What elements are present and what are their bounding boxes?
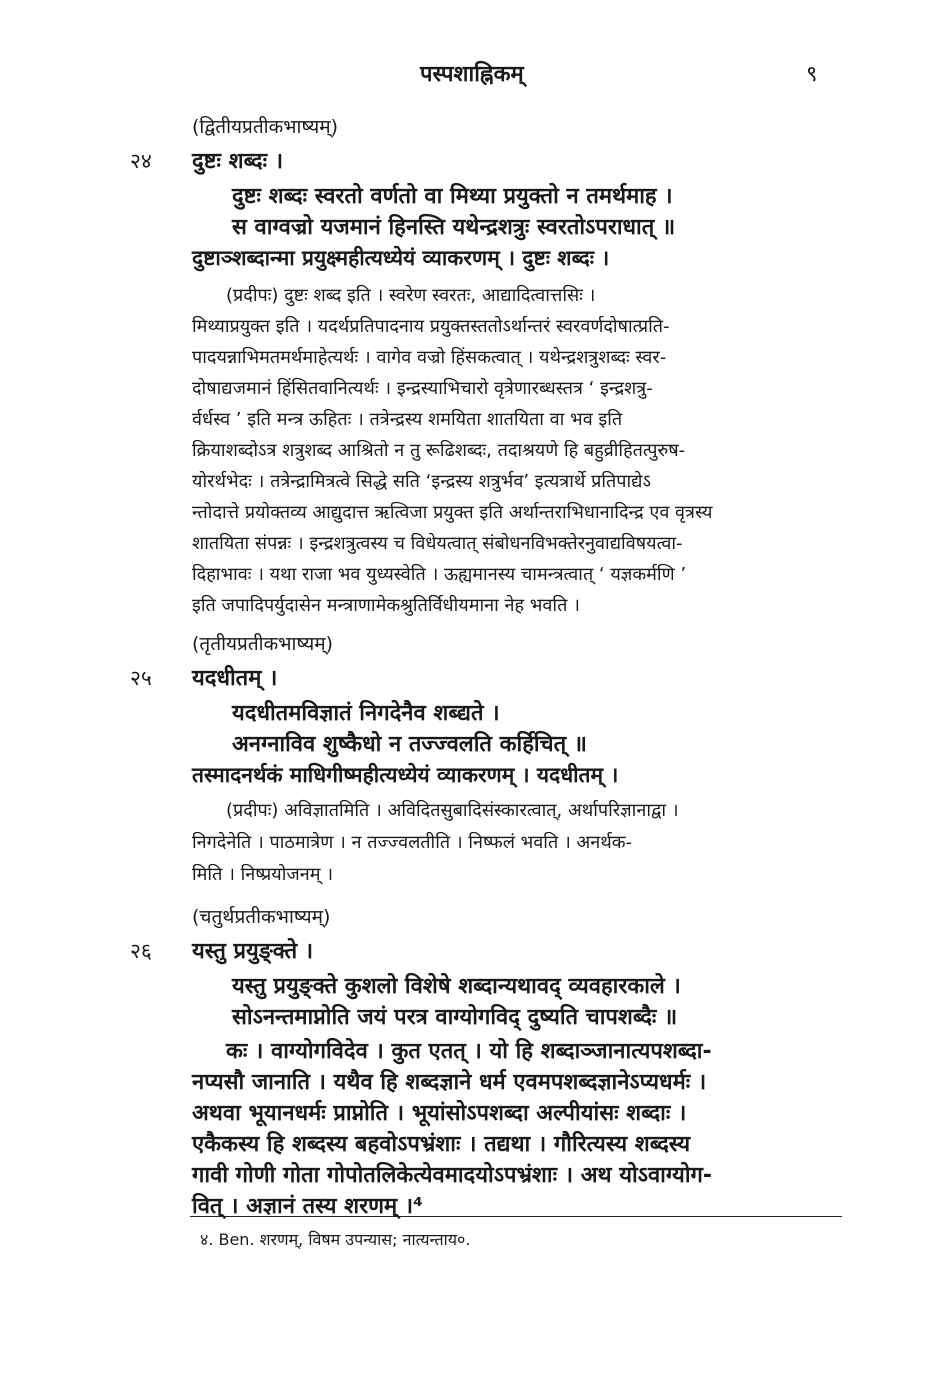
section-26-body-line-4: एकैकस्य हि शब्दस्य बहवोऽपभ्रंशाः । तद्यथा । गौरित्यस्य शब्दस्य (192, 1132, 691, 1157)
section-26-verse-line-1: यस्तु प्रयुङ्क्ते कुशलो विशेषे शब्दान्यथावद् व्यवहारकाले । (232, 974, 681, 999)
section-24-commentary-line-8: न्तोदात्ते प्रयोक्तव्य आद्युदात्त ऋत्विजा प्रयुक्त इति अर्थान्तराभिधानादिन्द्र एव वृत्रस्य (192, 502, 713, 523)
section-24-verse-line-2: स वाग्वज्रो यजमानं हिनस्ति यथेन्द्रशत्रुः स्वरतोऽपराधात् ॥ (232, 215, 676, 240)
section-26-body-line-6: वित् । अज्ञानं तस्य शरणम् ।⁴ (192, 1194, 423, 1219)
section-26-body-line-1: कः । वाग्योगविदेव । कुत एतत् । यो हि शब्दाञ्जानात्यपशब्दा- (226, 1039, 712, 1064)
section-24-lead: दुष्टः शब्दः । (192, 149, 284, 174)
section-24-commentary-line-5: र्वर्धस्व ’ इति मन्त्र ऊहितः । तत्रेन्द्रस्य शमयिता शातयिता वा भव इति (192, 409, 623, 430)
section-25-verse-line-1: यदधीतमविज्ञातं निगदेनैव शब्द्यते । (232, 701, 500, 726)
section-26-heading: (चतुर्थप्रतीकभाष्यम्) (192, 906, 331, 928)
section-26-body-line-2: नप्यसौ जानाति । यथैव हि शब्दज्ञाने धर्म एवमपशब्दज्ञानेऽप्यधर्मः । (192, 1070, 707, 1095)
section-24-commentary-line-3: पादयन्नाभिमतमर्थमाहेत्यर्थः । वागेव वज्रो हिंसकत्वात् । यथेन्द्रशत्रुशब्दः स्वर- (192, 347, 667, 368)
section-26-body-line-3: अथवा भूयानधर्मः प्राप्नोति । भूयांसोऽपशब्दा अल्पीयांसः शब्दाः । (192, 1101, 687, 1126)
section-25-commentary-line-2: निगदेनेति । पाठमात्रेण । न तज्ज्वलतीति । निष्फलं भवति । अनर्थक- (192, 832, 633, 853)
section-24-commentary-line-4: दोषाद्यजमानं हिंसितवानित्यर्थः । इन्द्रस्याभिचारो वृत्रेणारब्धस्तत्र ‘ इन्द्रशत्रु- (192, 378, 653, 399)
section-25-commentary-line-3: मिति । निष्प्रयोजनम् । (192, 864, 334, 885)
section-25-verse-line-2: अनग्नाविव शुष्कैधो न तज्ज्वलति कर्हिचित् ॥ (232, 732, 587, 757)
section-26-number: २६ (130, 939, 152, 963)
section-25-conclusion: तस्मादनर्थकं माधिगीष्महीत्यध्येयं व्याकरणम् । यदधीतम् । (192, 763, 619, 787)
section-25-lead: यदधीतम् । (192, 666, 278, 691)
section-24-verse-line-1: दुष्टः शब्दः स्वरतो वर्णतो वा मिथ्या प्रयुक्तो न तमर्थमाह । (232, 184, 673, 209)
section-25-heading: (तृतीयप्रतीकभाष्यम्) (192, 633, 333, 655)
footnote-rule (190, 1216, 842, 1217)
section-24-commentary-line-2: मिथ्याप्रयुक्त इति । यदर्थप्रतिपादनाय प्रयुक्तस्ततोऽर्थान्तरं स्वरवर्णदोषात्प्रति- (192, 316, 670, 337)
section-26-verse-line-2: सोऽनन्तमाप्नोति जयं परत्र वाग्योगविद् दुष्यति चापशब्दैः ॥ (232, 1005, 678, 1030)
section-26-body-line-5: गावी गोणी गोता गोपोतलिकेत्येवमादयोऽपभ्रंशाः । अथ योऽवाग्योग- (192, 1163, 713, 1188)
section-25-number: २५ (130, 666, 152, 690)
section-24-conclusion: दुष्टाञ्शब्दान्मा प्रयुक्ष्महीत्यध्येयं व्याकरणम् । दुष्टः शब्दः । (192, 246, 610, 270)
section-24-commentary-line-7: योरर्थभेदः । तत्रेन्द्रामित्रत्वे सिद्धे सति ‘इन्द्रस्य शत्रुर्भव’ इत्यत्रार्थे प्रतिपाद्येऽ (192, 471, 651, 492)
running-head-title: पस्पशाह्निकम् (420, 62, 524, 87)
footnote: ४. Ben. शरणम्, विषम उपन्यास; नात्यन्ताय०. (200, 1230, 471, 1249)
section-24-heading: (द्वितीयप्रतीकभाष्यम्) (192, 116, 339, 138)
section-24-commentary-line-6: क्रियाशब्दोऽत्र शत्रुशब्द आश्रितो न तु रूढिशब्दः, तदाश्रयणे हि बहुव्रीहितत्पुरुष- (192, 440, 686, 461)
page-number: ९ (806, 62, 818, 87)
section-24-commentary-line-11: इति जपादिपर्युदासेन मन्त्राणामेकश्रुतिर्विधीयमाना नेह भवति । (192, 595, 580, 616)
section-26-lead: यस्तु प्रयुङ्क्ते । (192, 939, 314, 964)
section-25-commentary-line-1: (प्रदीपः) अविज्ञातमिति । अविदितसुबादिसंस्कारत्वात्, अर्थापरिज्ञानाद्वा । (226, 800, 679, 821)
section-24-commentary-line-1: (प्रदीपः) दुष्टः शब्द इति । स्वरेण स्वरतः, आद्यादित्वात्तसिः । (226, 285, 596, 306)
section-24-commentary-line-10: दिहाभावः । यथा राजा भव युध्यस्वेति । ऊह्यमानस्य चामन्त्रत्वात् ‘ यज्ञकर्मणि ’ (192, 564, 687, 585)
section-24-number: २४ (130, 149, 152, 173)
section-24-commentary-line-9: शातयिता संपन्नः । इन्द्रशत्रुत्वस्य च विधेयत्वात् संबोधनविभक्तेरनुवाद्यविषयत्वा- (192, 533, 683, 554)
